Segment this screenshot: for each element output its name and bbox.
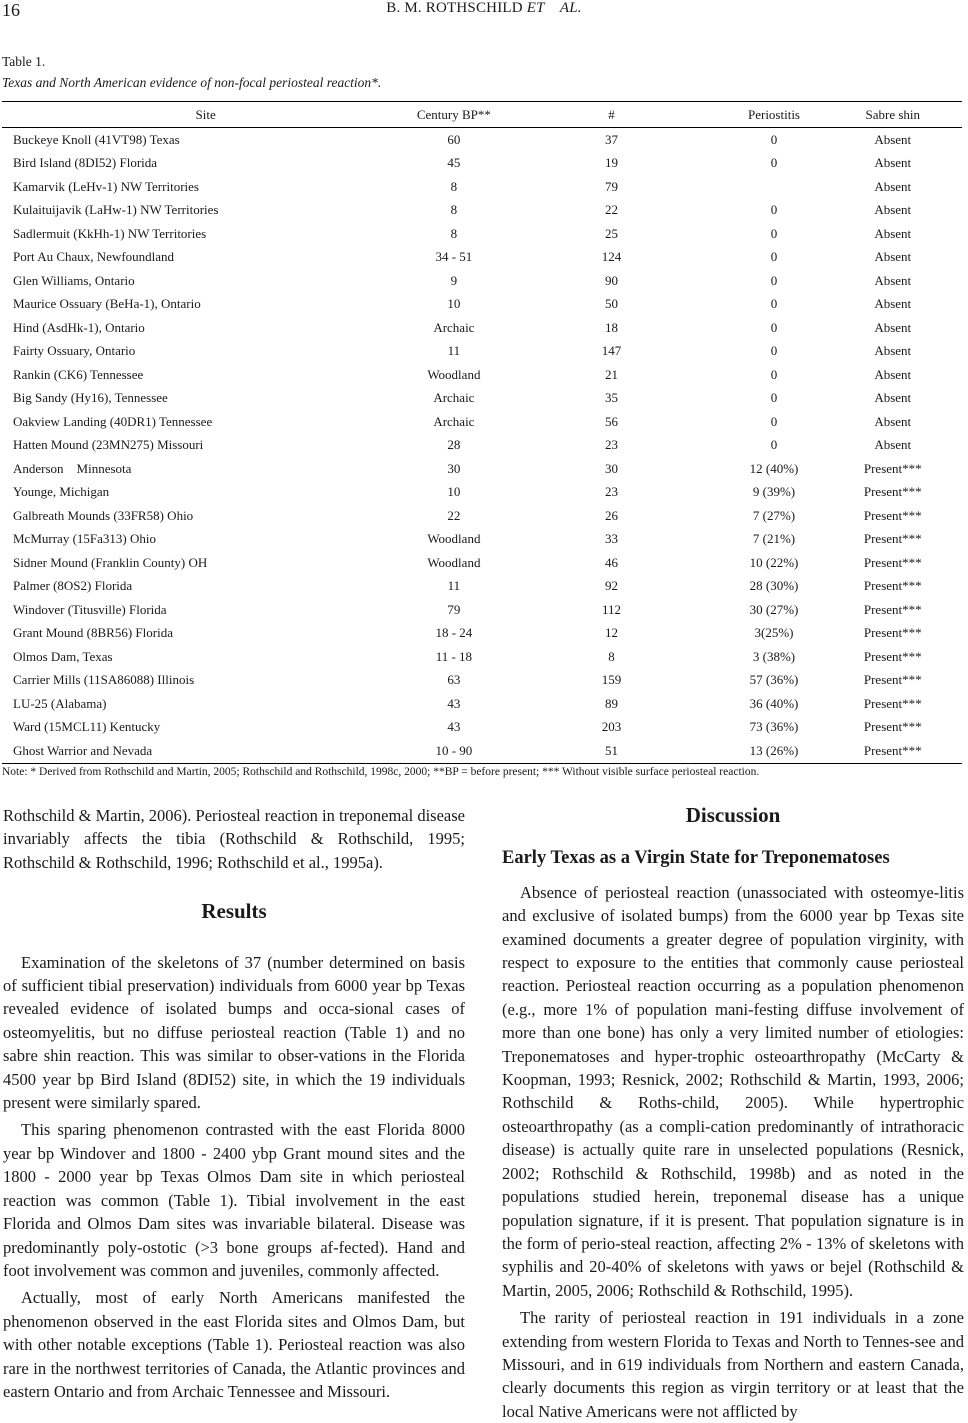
discussion-heading: Discussion — [685, 803, 781, 827]
table-row — [2, 410, 962, 434]
running-title-authors: B. M. ROTHSCHILD — [386, 0, 523, 16]
cell-sabre-shin: Absent — [874, 296, 912, 312]
table-row — [2, 457, 962, 481]
running-title — [0, 0, 968, 17]
table-row — [2, 551, 962, 575]
cell-site: Hind (AsdHk-1), Ontario — [13, 319, 145, 335]
table-row — [2, 269, 962, 293]
column-header-site: Site — [2, 102, 409, 128]
cell-site: Port Au Chaux, Newfoundland — [13, 249, 175, 265]
cell-count: 23 — [605, 437, 618, 453]
cell-sabre-shin: Absent — [874, 202, 912, 218]
cell-periostitis: 36 (40%) — [749, 695, 799, 711]
cell-count: 26 — [605, 507, 618, 523]
cell-periostitis: 0 — [770, 319, 778, 335]
column-header-count: # — [499, 102, 725, 128]
cell-site: Big Sandy (Hy16), Tennessee — [13, 390, 168, 406]
cell-count: 112 — [601, 601, 622, 617]
cell-periostitis: 0 — [770, 202, 778, 218]
cell-sabre-shin: Present*** — [863, 531, 922, 547]
cell-count: 23 — [605, 484, 618, 500]
table-row — [2, 175, 962, 199]
cell-century: 11 — [447, 578, 461, 594]
cell-site: McMurray (15Fa313) Ohio — [13, 531, 156, 547]
cell-sabre-shin: Absent — [874, 437, 912, 453]
cell-count: 51 — [499, 739, 725, 763]
cell-sabre-shin: Present*** — [863, 695, 922, 711]
cell-century: Woodland — [427, 366, 481, 382]
cell-count: 203 — [601, 719, 622, 735]
cell-sabre-shin: Present*** — [863, 601, 922, 617]
column-header-periostitis: Periostitis — [724, 102, 823, 128]
cell-site: Kulaituijavik (LaHw-1) NW Territories — [13, 202, 219, 218]
cell-site: LU-25 (Alabama) — [13, 695, 107, 711]
cell-periostitis — [724, 175, 823, 199]
cell-periostitis: 57 (36%) — [749, 672, 799, 688]
cell-century: 11 — [447, 343, 461, 359]
discussion-paragraph-2: The rarity of periosteal reaction in 191 individuals in a zone extending from western Florida to Texas and North to Tennes-see and Missouri, and in 619 individuals from Northern and eastern Canada, clearly documents this region as virgin territory or at least that the local Native Americans were not afflicted by — [502, 1308, 964, 1421]
cell-count: 25 — [605, 225, 618, 241]
cell-periostitis: 3(25%) — [754, 625, 794, 641]
cell-count: 8 — [608, 648, 615, 664]
cell-periostitis: 7 (21%) — [752, 531, 796, 547]
cell-periostitis: 0 — [770, 343, 778, 359]
cell-count: 50 — [605, 296, 618, 312]
cell-century: 8 — [450, 178, 458, 194]
column-header-sabre-shin: Sabre shin — [824, 102, 962, 128]
cell-count: 79 — [605, 178, 618, 194]
table-row — [2, 528, 962, 552]
cell-century: 8 — [450, 225, 458, 241]
table-row — [2, 340, 962, 364]
table-row — [2, 363, 962, 387]
cell-site: Fairty Ossuary, Ontario — [13, 343, 136, 359]
cell-site: Ghost Warrior and Nevada — [2, 739, 409, 763]
table-row — [2, 598, 962, 622]
cell-site: Buckeye Knoll (41VT98) Texas — [13, 131, 180, 147]
cell-sabre-shin: Absent — [874, 343, 912, 359]
cell-century: Archaic — [433, 319, 475, 335]
results-heading: Results — [201, 899, 267, 924]
table-row — [2, 504, 962, 528]
running-head — [0, 0, 968, 22]
cell-site: Maurice Ossuary (BeHa-1), Ontario — [13, 296, 201, 312]
cell-century: 10 — [447, 296, 461, 312]
table-row — [2, 387, 962, 411]
cell-periostitis: 0 — [770, 225, 778, 241]
cell-sabre-shin: Absent — [874, 319, 912, 335]
cell-periostitis: 12 (40%) — [749, 460, 799, 476]
data-table — [2, 101, 962, 764]
cell-century: 63 — [447, 672, 461, 688]
table-row — [2, 481, 962, 505]
cell-sabre-shin: Present*** — [863, 507, 922, 523]
cell-count: 12 — [605, 625, 618, 641]
cell-count: 90 — [605, 272, 618, 288]
cell-site: Palmer (8OS2) Florida — [13, 578, 133, 594]
cell-century: 30 — [447, 460, 461, 476]
cell-periostitis: 10 (22%) — [749, 554, 799, 570]
cell-periostitis: 13 (26%) — [724, 739, 823, 763]
cell-century: 8 — [450, 202, 458, 218]
cell-periostitis: 0 — [770, 131, 778, 147]
cell-count: 30 — [605, 460, 618, 476]
cell-site: Sadlermuit (KkHh-1) NW Territories — [13, 225, 207, 241]
cell-periostitis: 7 (27%) — [752, 507, 796, 523]
cell-sabre-shin: Present*** — [863, 484, 922, 500]
cell-count: 18 — [605, 319, 618, 335]
table-body — [2, 128, 962, 764]
cell-site: Rankin (CK6) Tennessee — [13, 366, 144, 382]
cell-sabre-shin: Absent — [874, 155, 912, 171]
table-caption — [2, 51, 381, 93]
cell-site: Glen Williams, Ontario — [13, 272, 135, 288]
cell-count: 56 — [605, 413, 618, 429]
cell-periostitis: 9 (39%) — [752, 484, 796, 500]
cell-sabre-shin: Present*** — [863, 672, 922, 688]
table-row — [2, 152, 962, 176]
cell-periostitis: 0 — [770, 437, 778, 453]
cell-century: 34 - 51 — [435, 249, 473, 265]
cell-sabre-shin: Present*** — [824, 739, 962, 763]
cell-count: 35 — [605, 390, 618, 406]
cell-sabre-shin: Absent — [874, 413, 912, 429]
table-row — [2, 622, 962, 646]
left-column — [3, 804, 465, 1403]
cell-periostitis: 0 — [770, 296, 778, 312]
cell-sabre-shin: Absent — [874, 390, 912, 406]
cell-periostitis: 30 (27%) — [749, 601, 799, 617]
cell-century: 79 — [447, 601, 461, 617]
cell-century: 18 - 24 — [435, 625, 473, 641]
cell-count: 92 — [605, 578, 618, 594]
cell-count: 46 — [605, 554, 618, 570]
column-header-century: Century BP** — [409, 102, 498, 128]
cell-count: 22 — [605, 202, 618, 218]
cell-century: Archaic — [433, 413, 475, 429]
cell-periostitis: 0 — [770, 155, 778, 171]
cell-count: 37 — [605, 131, 618, 147]
cell-site: Bird Island (8DI52) Florida — [13, 155, 158, 171]
cell-site: Grant Mound (8BR56) Florida — [13, 625, 173, 641]
discussion-subheading: Early Texas as a Virgin State for Treponematoses — [502, 848, 890, 869]
cell-periostitis: 28 (30%) — [749, 578, 799, 594]
table-row — [2, 739, 962, 763]
cell-century: 43 — [447, 695, 461, 711]
cell-periostitis: 0 — [770, 366, 778, 382]
cell-site: Hatten Mound (23MN275) Missouri — [13, 437, 204, 453]
cell-site: Sidner Mound (Franklin County) OH — [13, 554, 208, 570]
cell-site: Ward (15MCL11) Kentucky — [13, 719, 161, 735]
cell-sabre-shin: Absent — [874, 131, 912, 147]
table-note: Note: * Derived from Rothschild and Martin, 2005; Rothschild and Rothschild, 1998c, 2000; **BP = before present; *** Without visible surface periosteal reaction. — [2, 766, 760, 778]
cell-periostitis: 0 — [770, 390, 778, 406]
cell-site: Galbreath Mounds (33FR58) Ohio — [13, 507, 194, 523]
cell-sabre-shin: Present*** — [863, 625, 922, 641]
table-header-row — [2, 102, 962, 128]
cell-sabre-shin: Absent — [874, 272, 912, 288]
table-row — [2, 128, 962, 152]
cell-century: 43 — [447, 719, 461, 735]
cell-century: 45 — [447, 155, 461, 171]
cell-sabre-shin: Present*** — [863, 554, 922, 570]
cell-century: 9 — [450, 272, 458, 288]
cell-count: 124 — [601, 249, 622, 265]
cell-periostitis: 0 — [770, 272, 778, 288]
cell-century: 22 — [447, 507, 461, 523]
table-row — [2, 645, 962, 669]
cell-century: 10 - 90 — [409, 739, 498, 763]
table-row — [2, 434, 962, 458]
cell-century: 11 - 18 — [435, 648, 473, 664]
table-title: Texas and North American evidence of non-focal periosteal reaction*. — [2, 75, 382, 90]
cell-sabre-shin: Present*** — [863, 719, 922, 735]
table-row — [2, 575, 962, 599]
table-row — [2, 669, 962, 693]
cell-sabre-shin: Present*** — [863, 648, 922, 664]
table-row — [2, 199, 962, 223]
cell-count: 147 — [601, 343, 622, 359]
cell-count: 33 — [605, 531, 618, 547]
cell-site: Carrier Mills (11SA86088) Illinois — [13, 672, 195, 688]
cell-sabre-shin: Absent — [874, 178, 912, 194]
cell-site: Oakview Landing (40DR1) Tennessee — [13, 413, 213, 429]
table-row — [2, 692, 962, 716]
cell-site: Olmos Dam, Texas — [13, 648, 113, 664]
table-row — [2, 716, 962, 740]
results-paragraph-2: This sparing phenomenon contrasted with the east Florida 8000 year bp Windover and 1800 - 2400 ybp Grant mound sites and the 1800 - 2000 year bp Texas Olmos Dam site in which periosteal reaction was common (Table 1). Tibial involvement in the east Florida and Olmos Dam sites was invariable bilateral. Disease was predominantly poly-ostotic (>3 bone groups af-fected). Hand and foot involvement was common and juveniles, commonly affected. — [3, 1120, 465, 1280]
page-number: 16 — [2, 0, 20, 20]
cell-site: Kamarvik (LeHv-1) NW Territories — [13, 178, 199, 194]
cell-century: Archaic — [433, 390, 475, 406]
cell-count: 21 — [605, 366, 618, 382]
table-row — [2, 246, 962, 270]
cell-century: Woodland — [427, 531, 481, 547]
results-paragraph-1: Examination of the skeletons of 37 (number determined on basis of sufficient tibial preservation) individuals from 6000 year bp Texas revealed evidence of isolated bumps and occa-sional cases of osteomyelitis, but no diffuse periosteal reaction (Table 1) and no sabre shin reaction. This was similar to obser-vations in the Florida 4500 year bp Bird Island (8DI52) site, in which the 19 individuals present were similarly spared. — [3, 952, 465, 1113]
discussion-paragraph-1: Absence of periosteal reaction (unassociated with osteomye-litis and exclusive of isolated bumps) from the 6000 year bp Texas site examined documents a greater degree of population virginity, with respect to exposure to the entities that commonly cause periosteal reaction. Periosteal reaction occurring as a population phenomenon (e.g., more 1% of population mani-festing diffuse involvement of more than one bone) has only a very limited number of etiologies: Treponematoses and hyper-trophic osteoarthropathy (McCarty & Koopman, 1993; Resnick, 2002; Rothschild & Martin, 1993, 2006; Rothschild & Roths-child, 2005). While hypertrophic osteoarthropathy (as a compli-cation predominantly of intrathoracic disease) is actually quite rare in unselected populations (Resnick, 2002; Rothschild & Rothschild, 1998b) and as noted in the populations studied herein, treponemal disease has a unique population signature, if it is present. That population signature is in the form of perio-steal reaction, affecting 2% - 13% of skeletons with syphilis and 20-40% of skeletons with yaws or bejel (Rothschild & Martin, 2005, 2006; Rothschild & Rothschild, 1995). — [502, 882, 964, 1300]
cell-century: 10 — [447, 484, 461, 500]
cell-sabre-shin: Absent — [874, 366, 912, 382]
cell-periostitis: 73 (36%) — [749, 719, 799, 735]
cell-periostitis: 0 — [770, 249, 778, 265]
cell-sabre-shin: Absent — [874, 225, 912, 241]
cell-periostitis: 3 (38%) — [752, 648, 796, 664]
cell-count: 19 — [605, 155, 618, 171]
table-row — [2, 293, 962, 317]
table-row — [2, 316, 962, 340]
cell-century: 60 — [447, 131, 461, 147]
cell-century: 28 — [447, 437, 461, 453]
cell-site: Younge, Michigan — [13, 484, 110, 500]
cell-sabre-shin: Present*** — [863, 460, 922, 476]
cell-count: 159 — [601, 672, 622, 688]
cell-site: Windover (Titusville) Florida — [13, 601, 167, 617]
table-row — [2, 222, 962, 246]
cell-sabre-shin: Present*** — [863, 578, 922, 594]
cell-century: Woodland — [427, 554, 481, 570]
right-column — [502, 804, 964, 1423]
cell-site: Anderson Minnesota — [13, 460, 132, 476]
table-label: Table 1. — [2, 54, 46, 69]
results-paragraph-3: Actually, most of early North Americans manifested the phenomenon observed in the east Florida sites and Olmos Dam, but with other notable exceptions (Table 1). Periosteal reaction was also rare in the northwest territories of Canada, the Atlantic provinces and eastern Ontario and from Archaic Tennessee and Missouri. — [3, 1288, 465, 1401]
cell-sabre-shin: Absent — [874, 249, 912, 265]
cell-count: 89 — [605, 695, 618, 711]
continuation-paragraph: Rothschild & Martin, 2006). Periosteal reaction in treponemal disease invariably affects the tibia (Rothschild & Rothschild, 1995; Rothschild & Rothschild, 1996; Rothschild et al., 1995a). — [3, 806, 465, 872]
running-title-etal: ET AL. — [526, 0, 582, 16]
cell-periostitis: 0 — [770, 413, 778, 429]
